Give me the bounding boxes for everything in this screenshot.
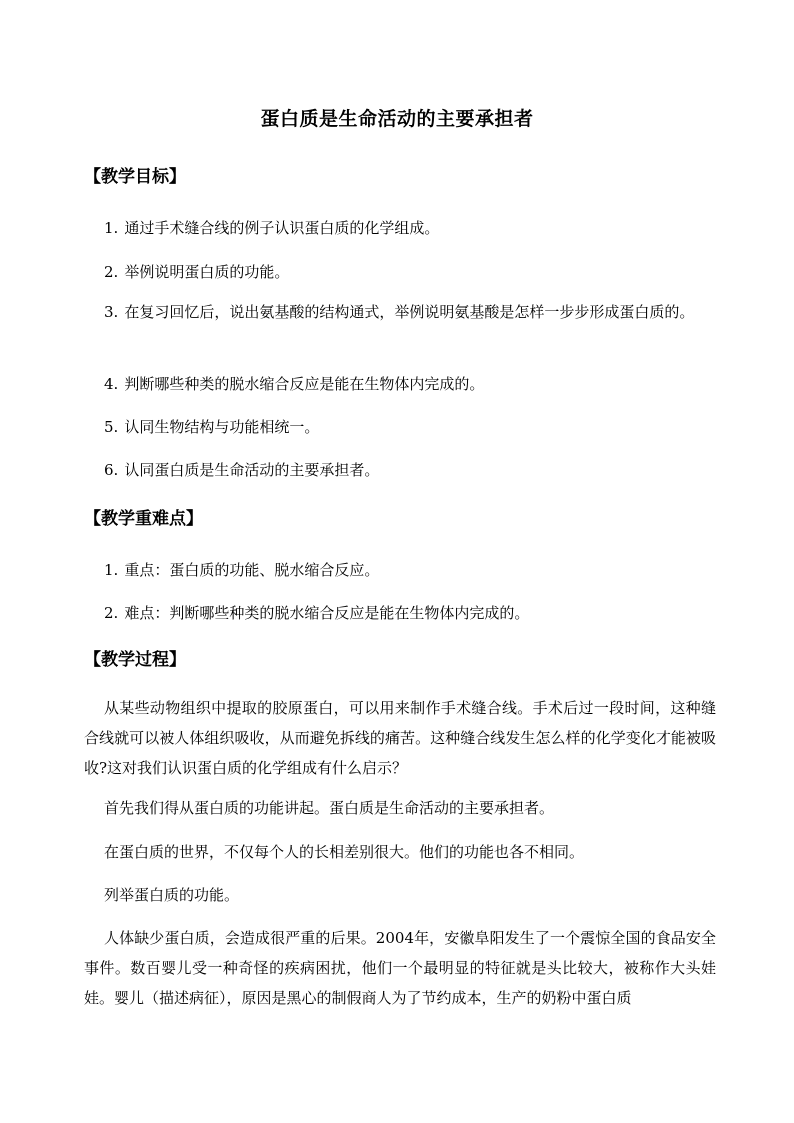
objective-item [104,217,439,238]
item-number: 2. [104,604,119,622]
section-heading-objectives: 【教学目标】 [84,167,186,187]
item-text: 认同生物结构与功能相统一。 [124,418,320,436]
item-number: 5. [104,418,119,436]
item-text: 在复习回忆后，说出氨基酸的结构通式，举例说明氨基酸是怎样一步步形成蛋白质的。 [124,303,695,321]
item-text: 通过手术缝合线的例子认识蛋白质的化学组成。 [124,219,440,237]
section-heading-key-points: 【教学重难点】 [84,509,203,529]
item-number: 3. [104,303,119,321]
item-text: 难点：判断哪些种类的脱水缩合反应是能在生物体内完成的。 [124,604,530,622]
item-number: 4. [104,375,119,393]
process-paragraph: 人体缺少蛋白质，会造成很严重的后果。2004年，安徽阜阳发生了一个震惊全国的食品安全事件。数百婴儿受一种奇怪的疾病困扰，他们一个最明显的特征就是头比较大，被称作大头娃娃。婴儿（描述病征），原因是黑心的制假商人为了节约成本，生产的奶粉中蛋白质 [84,929,716,1007]
objective-item [104,261,289,282]
item-text: 认同蛋白质是生命活动的主要承担者。 [124,461,380,479]
objective-item [104,416,319,437]
process-paragraph: 首先我们得从蛋白质的功能讲起。蛋白质是生命活动的主要承担者。 [104,799,555,817]
section-heading-process: 【教学过程】 [84,650,186,670]
item-number: 1. [104,219,119,237]
process-paragraph: 列举蛋白质的功能。 [104,886,240,904]
item-text: 举例说明蛋白质的功能。 [124,263,290,281]
objective-item [84,297,716,327]
process-paragraph: 从某些动物组织中提取的胶原蛋白，可以用来制作手术缝合线。手术后过一段时间，这种缝合线就可以被人体组织吸收，从而避免拆线的痛苦。这种缝合线发生怎么样的化学变化才能被吸收?这对我们认识蛋白质的化学组成有什么启示？ [84,699,716,777]
item-number: 6. [104,461,119,479]
document-title: 蛋白质是生命活动的主要承担者 [260,108,534,130]
process-paragraph: 在蛋白质的世界，不仅每个人的长相差别很大。他们的功能也各不相同。 [104,843,585,861]
objective-item [104,459,379,480]
objective-item [104,373,484,394]
item-number: 2. [104,263,119,281]
item-text: 重点：蛋白质的功能、脱水缩合反应。 [124,561,380,579]
key-point-item [104,602,529,623]
item-number: 1. [104,561,119,579]
key-point-item [104,559,379,580]
item-text: 判断哪些种类的脱水缩合反应是能在生物体内完成的。 [124,375,485,393]
